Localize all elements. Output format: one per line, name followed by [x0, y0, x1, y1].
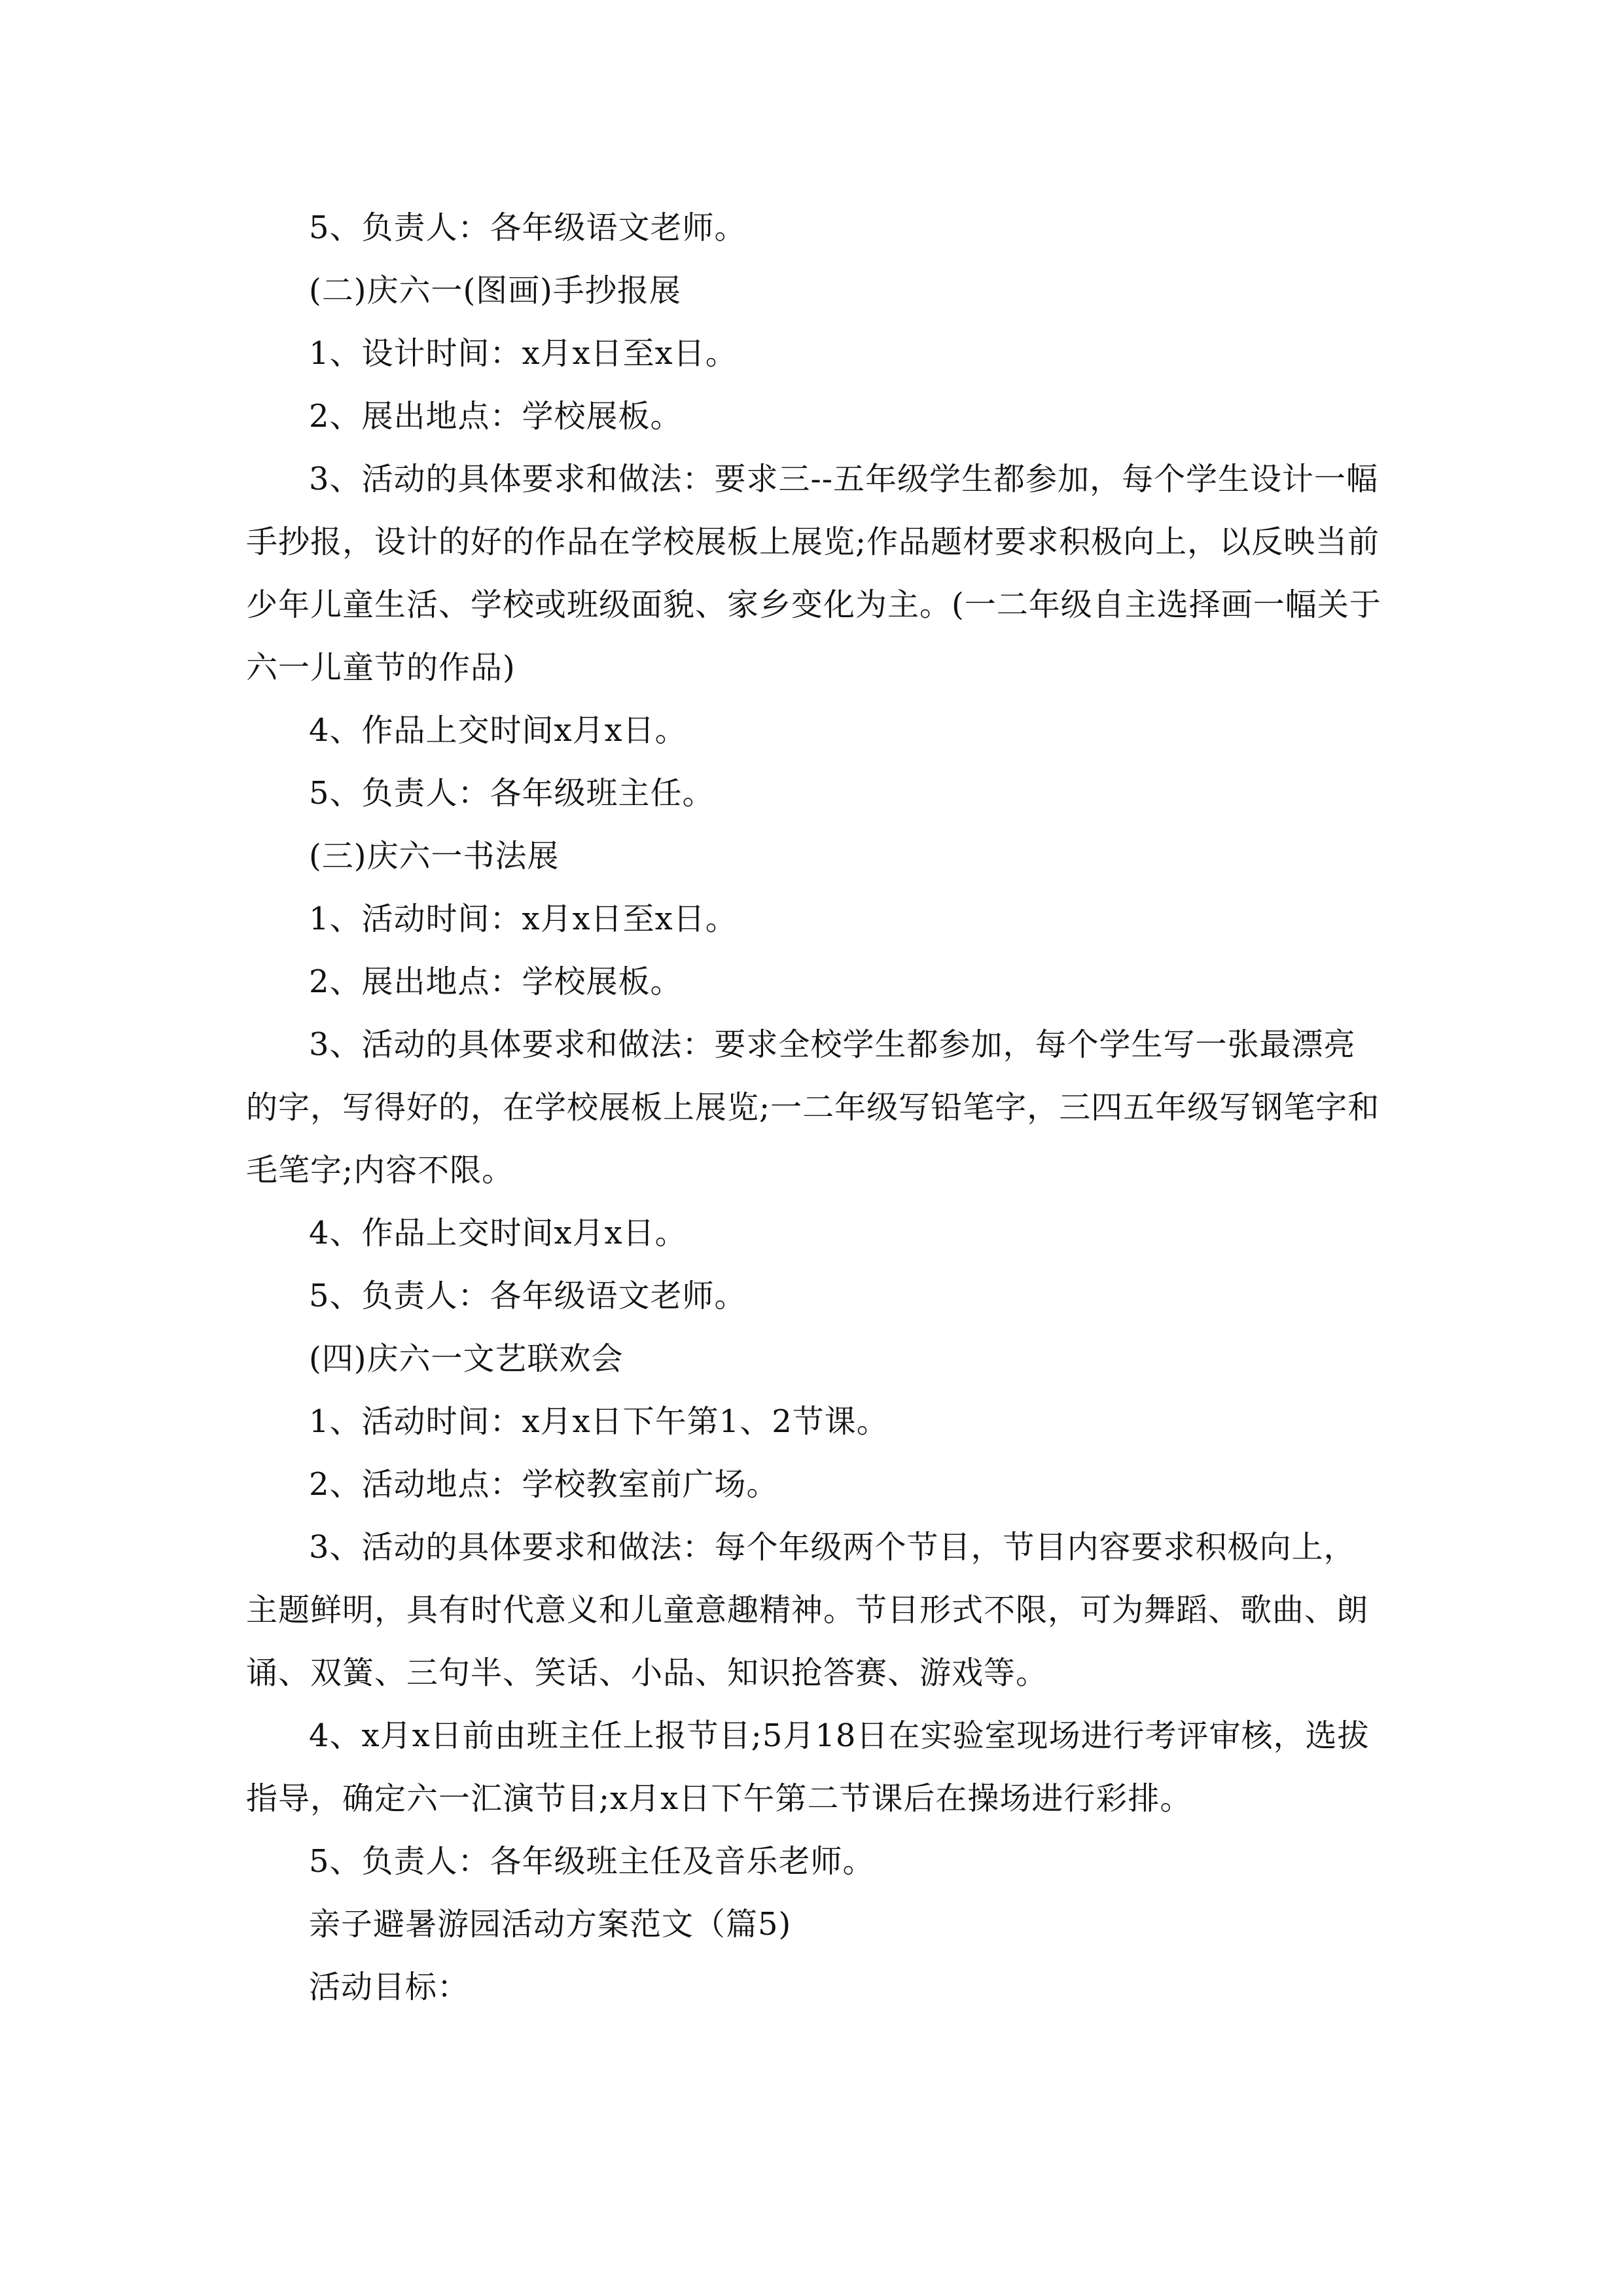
document-body: [246, 196, 1386, 2018]
paragraph: 2、展出地点：学校展板。: [309, 963, 683, 1000]
paragraph: 3、活动的具体要求和做法：要求全校学生都参加，每个学生写一张最漂亮的字，写得好的，在学校展板上展览;一二年级写铅笔字，三四五年级写钢笔字和毛笔字;内容不限。: [246, 1026, 1380, 1189]
paragraph: 1、设计时间：x月x日至x日。: [309, 335, 738, 372]
paragraph: 2、活动地点：学校教室前广场。: [309, 1466, 779, 1503]
paragraph: 5、负责人：各年级语文老师。: [309, 209, 747, 246]
paragraph: 5、负责人：各年级语文老师。: [309, 1278, 747, 1314]
paragraph: 3、活动的具体要求和做法：每个年级两个节目，节目内容要求积极向上，主题鲜明，具有时代意义和儿童意趣精神。节目形式不限，可为舞蹈、歌曲、朗诵、双簧、三句半、笑话、小品、知识抢答赛、游戏等。: [246, 1529, 1369, 1691]
paragraph: 2、展出地点：学校展板。: [309, 398, 683, 435]
paragraph: 4、x月x日前由班主任上报节目;5月18日在实验室现场进行考评审核，选拔指导，确定六一汇演节目;x月x日下午第二节课后在操场进行彩排。: [246, 1717, 1370, 1817]
paragraph: 活动目标：: [309, 1969, 470, 2005]
paragraph: 3、活动的具体要求和做法：要求三--五年级学生都参加，每个学生设计一幅手抄报，设计的好的作品在学校展板上展览;作品题材要求积极向上，以反映当前少年儿童生活、学校或班级面貌、家乡变化为主。(一二年级自主选择画一幅关于六一儿童节的作品): [246, 461, 1382, 686]
paragraph: 4、作品上交时间x月x日。: [309, 1215, 687, 1251]
section-heading: 亲子避暑游园活动方案范文（篇5): [309, 1906, 792, 1943]
paragraph: 5、负责人：各年级班主任及音乐老师。: [309, 1843, 875, 1880]
section-heading: (三)庆六一书法展: [309, 838, 560, 874]
section-heading: (四)庆六一文艺联欢会: [309, 1340, 624, 1377]
paragraph: 1、活动时间：x月x日下午第1、2节课。: [309, 1403, 889, 1440]
paragraph: 1、活动时间：x月x日至x日。: [309, 901, 738, 937]
section-heading: (二)庆六一(图画)手抄报展: [309, 272, 681, 309]
paragraph: 4、作品上交时间x月x日。: [309, 712, 687, 749]
paragraph: 5、负责人：各年级班主任。: [309, 775, 715, 812]
